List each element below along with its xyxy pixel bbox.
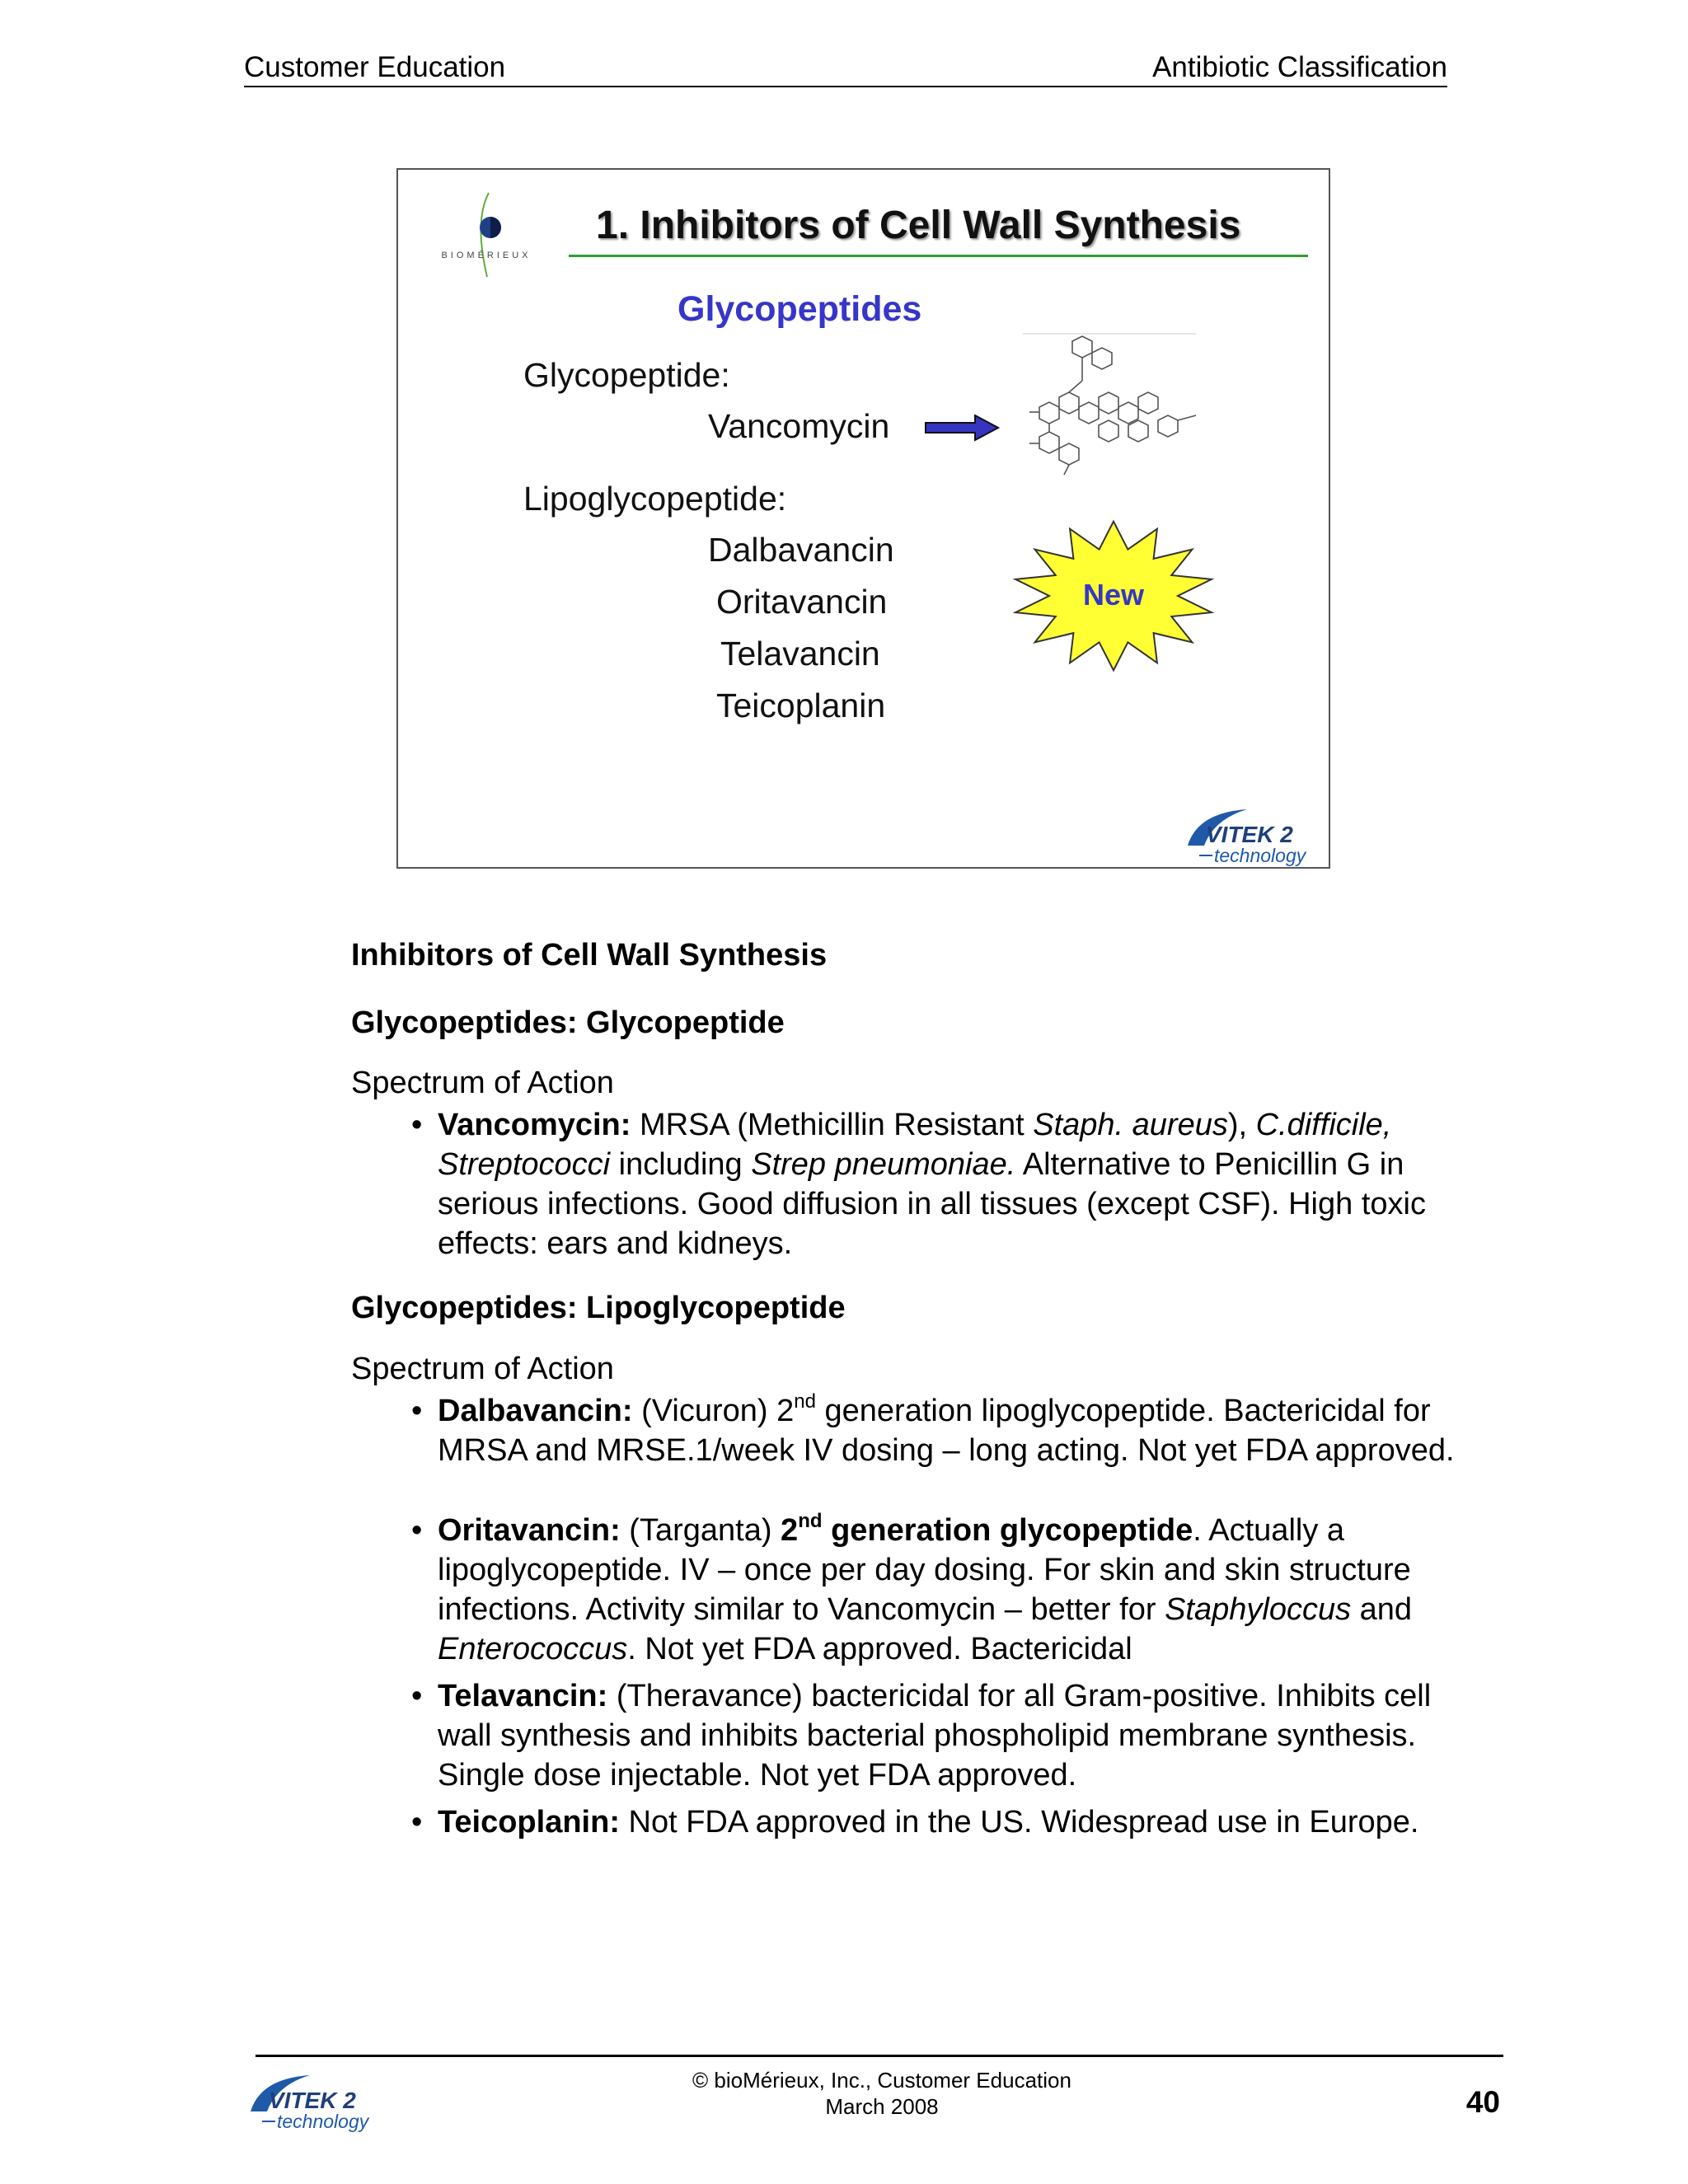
- section2-spectrum: Spectrum of Action: [351, 1352, 614, 1386]
- italic-run: C.difficile, Streptococci: [438, 1108, 1392, 1182]
- bullet-name: Teicoplanin:: [438, 1805, 620, 1840]
- bullet-name: Dalbavancin:: [438, 1394, 633, 1428]
- drug-oritavancin: Oritavancin: [716, 583, 888, 621]
- text-run: and: [1351, 1592, 1413, 1627]
- footer-rule: [256, 2055, 1503, 2057]
- bullet-name: Telavancin:: [438, 1679, 608, 1713]
- logo-text: BIOMÉRIEUX: [441, 251, 532, 260]
- slide-subtitle: Glycopeptides: [678, 289, 922, 329]
- drug-dalbavancin: Dalbavancin: [708, 531, 894, 569]
- superscript: nd: [798, 1510, 823, 1533]
- text-run: (Targanta): [620, 1513, 781, 1548]
- biomerieux-logo: [424, 188, 548, 279]
- drug-vancomycin: Vancomycin: [708, 407, 890, 445]
- text-run: including: [610, 1147, 752, 1182]
- bold-run: generation glycopeptide: [822, 1513, 1193, 1548]
- text-run: Alternative to Penicillin G in serious infections. Good diffusion in all tissues (except CSF). High toxic effects: ears and kidneys.: [438, 1147, 1426, 1261]
- slide-image: [396, 168, 1330, 869]
- new-badge-label: New: [1082, 578, 1145, 612]
- italic-run: Strep pneumoniae.: [751, 1147, 1016, 1182]
- italic-run: Enterococcus: [438, 1632, 628, 1666]
- vitek2-logo: [1181, 804, 1329, 869]
- bullet-vancomycin: [438, 1105, 1493, 1263]
- bullet-oritavancin: [438, 1511, 1493, 1669]
- superscript: nd: [794, 1390, 816, 1413]
- section1-heading: Glycopeptides: Glycopeptide: [351, 1005, 785, 1040]
- page-number: 40: [1465, 2085, 1500, 2119]
- glycopeptide-label: Glycopeptide:: [523, 356, 730, 394]
- lipoglycopeptide-label: Lipoglycopeptide:: [523, 480, 787, 518]
- footer-copyright: © bioMérieux, Inc., Customer Education: [692, 2068, 1071, 2093]
- text-run: (Vicuron) 2: [632, 1394, 795, 1428]
- header-left-text: Customer Education: [244, 51, 506, 83]
- page-header: [244, 49, 1447, 87]
- drug-teicoplanin: Teicoplanin: [716, 687, 886, 724]
- bullet-teicoplanin: [438, 1802, 1493, 1842]
- bullet-telavancin: [438, 1676, 1493, 1795]
- text-run: . Actually a lipoglycopeptide. IV – once per day dosing. For skin and skin structure infections. Activity similar to Vancomycin – better for: [438, 1513, 1411, 1627]
- text-run: MRSA (Methicillin Resistant: [631, 1108, 1034, 1142]
- bullet-name: Vancomycin:: [438, 1108, 631, 1142]
- footer-date: March 2008: [825, 2094, 939, 2119]
- drug-telavancin: Telavancin: [720, 635, 880, 673]
- text-run: ),: [1227, 1108, 1256, 1142]
- italic-run: Staph. aureus: [1033, 1108, 1228, 1142]
- italic-run: Staphyloccus: [1165, 1592, 1352, 1627]
- new-badge: [1010, 518, 1217, 674]
- main-heading: Inhibitors of Cell Wall Synthesis: [351, 938, 828, 972]
- text-run: . Not yet FDA approved. Bactericidal: [627, 1632, 1132, 1666]
- bullet-dalbavancin: [438, 1391, 1493, 1470]
- bullet-name: Oritavancin:: [438, 1513, 621, 1548]
- footer-vitek2-logo: [244, 2070, 392, 2135]
- footer-center: [626, 2067, 1137, 2120]
- footer-vitek-brand: VITEK 2: [269, 2088, 356, 2113]
- slide-title: 1. Inhibitors of Cell Wall Synthesis: [596, 204, 1241, 247]
- vancomycin-structure-image: [1023, 333, 1204, 481]
- text-run: Not FDA approved in the US. Widespread use in Europe.: [619, 1805, 1419, 1840]
- footer-vitek-sub: technology: [277, 2111, 369, 2132]
- section2-heading: Glycopeptides: Lipoglycopeptide: [351, 1291, 846, 1325]
- vitek-sub-text: technology: [1214, 845, 1306, 866]
- section1-spectrum: Spectrum of Action: [351, 1066, 614, 1100]
- vitek-brand-text: VITEK 2: [1206, 822, 1293, 847]
- right-arrow-icon: [924, 414, 1000, 442]
- header-right-text: Antibiotic Classification: [1152, 51, 1447, 83]
- text-run: generation lipoglycopeptide. Bactericidal for MRSA and MRSE.1/week IV dosing – long acting. Not yet FDA approved.: [438, 1394, 1455, 1468]
- title-underline: [569, 255, 1308, 257]
- text-run: (Theravance) bactericidal for all Gram-positive. Inhibits cell wall synthesis and inhibits bacterial phospholipid membrane synthesis. Single dose injectable. Not yet FDA approved.: [438, 1679, 1432, 1793]
- bold-run: 2: [781, 1513, 799, 1548]
